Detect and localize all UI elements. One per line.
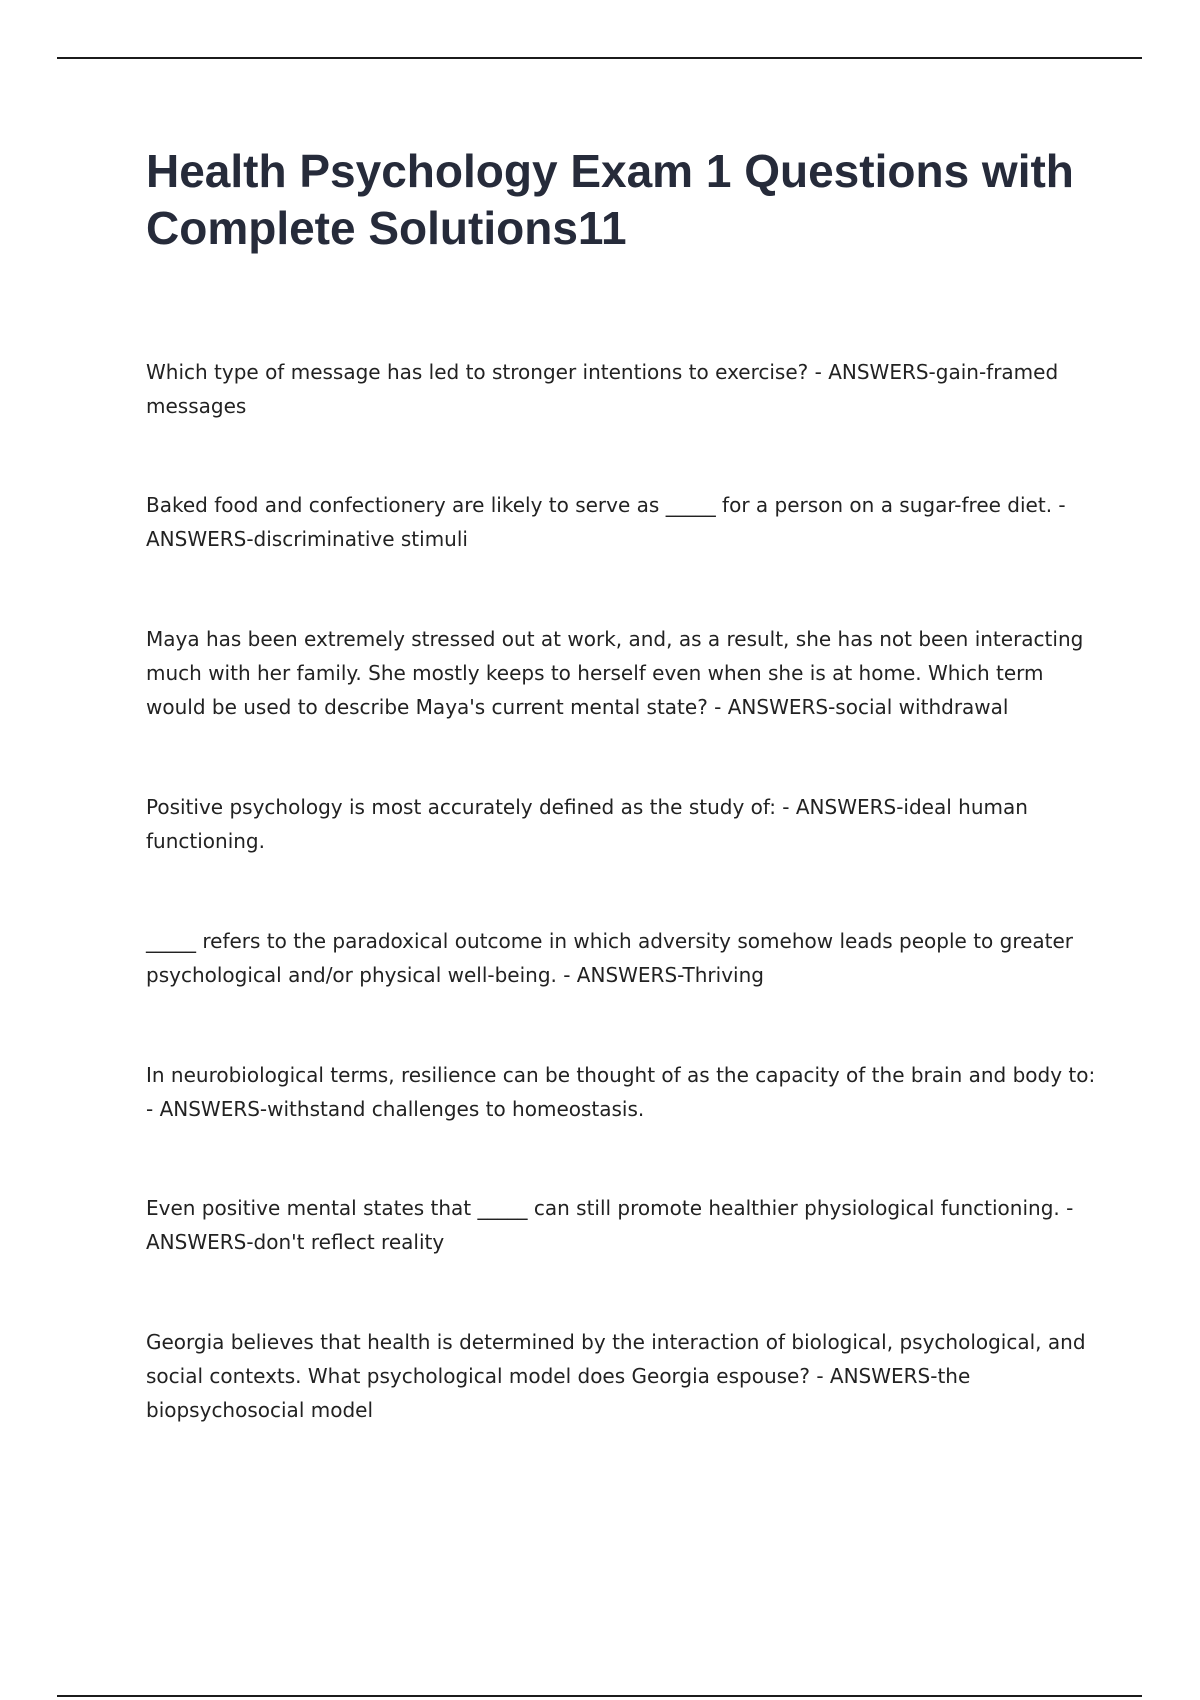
qa-item-8: Georgia believes that health is determined by the interaction of biological, psychological, and social contexts. What psychological model does Georgia espouse? - ANSWERS-the biopsychosocial model bbox=[146, 1330, 1086, 1422]
qa-item-7: Even positive mental states that _____ can still promote healthier physiological functioning. - ANSWERS-don't reflect reality bbox=[146, 1196, 1074, 1254]
top-rule bbox=[57, 57, 1142, 59]
document-title: Health Psychology Exam 1 Questions with Complete Solutions11 bbox=[146, 145, 1074, 254]
qa-item-2: Baked food and confectionery are likely to serve as _____ for a person on a sugar-free diet. - ANSWERS-discriminative stimuli bbox=[146, 493, 1066, 551]
qa-item-1: Which type of message has led to stronger intentions to exercise? - ANSWERS-gain-framed messages bbox=[146, 360, 1059, 418]
qa-item-5: _____ refers to the paradoxical outcome in which adversity somehow leads people to greater psychological and/or physical well-being. - ANSWERS-Thriving bbox=[146, 929, 1074, 987]
qa-item-4: Positive psychology is most accurately defined as the study of: - ANSWERS-ideal human functioning. bbox=[146, 795, 1028, 853]
qa-item-3: Maya has been extremely stressed out at work, and, as a result, she has not been interacting much with her family. She mostly keeps to herself even when she is at home. Which term would be used to describe Maya's current mental state? - ANSWERS-social withdrawal bbox=[146, 627, 1084, 719]
qa-item-6: In neurobiological terms, resilience can be thought of as the capacity of the brain and body to: - ANSWERS-withstand challenges to homeostasis. bbox=[146, 1063, 1096, 1121]
bottom-rule bbox=[57, 1695, 1142, 1697]
